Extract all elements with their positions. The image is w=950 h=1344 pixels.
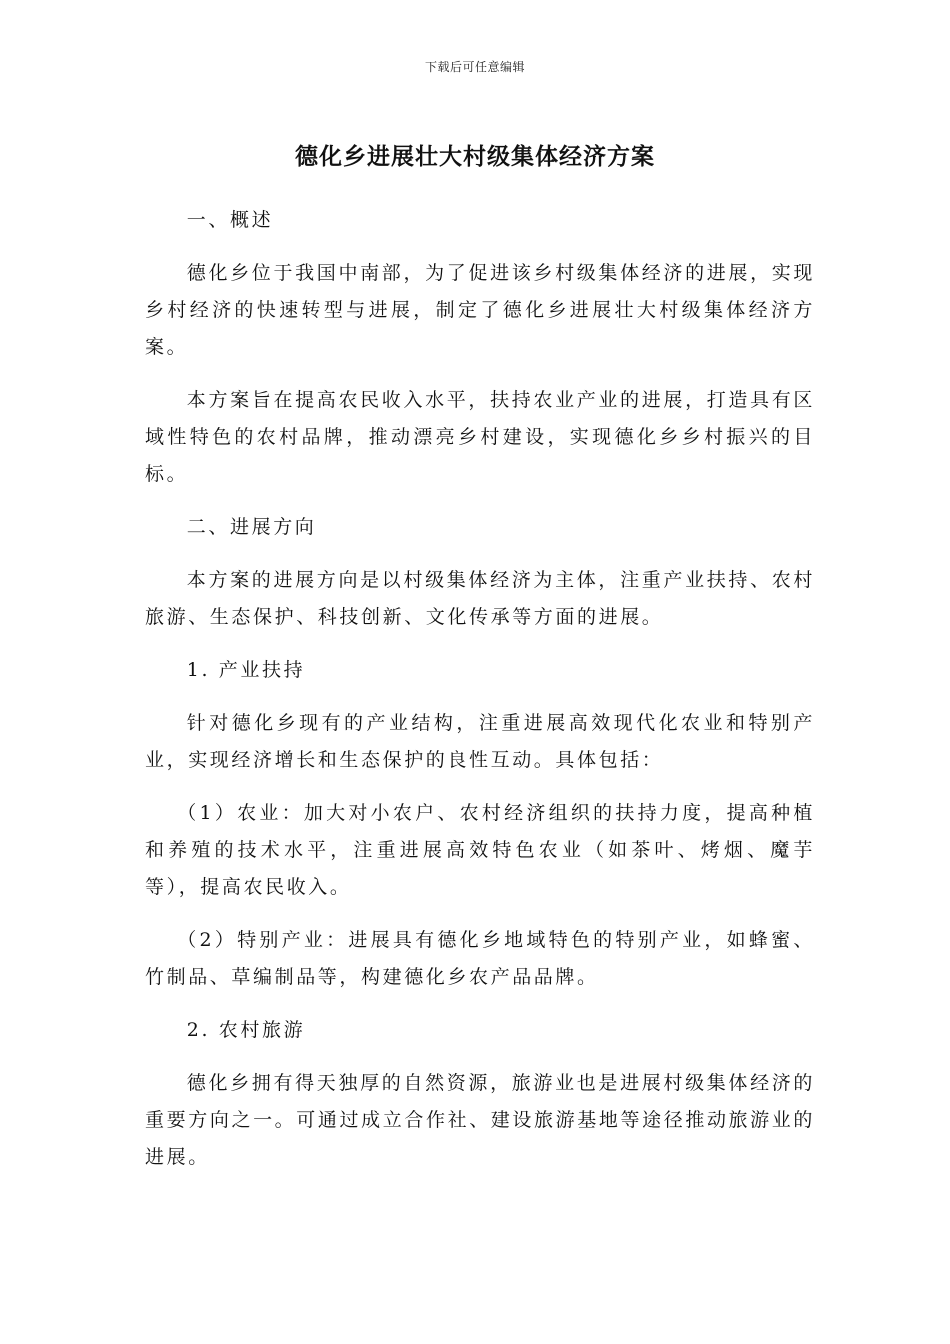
subsection-heading-industry: 1. 产业扶持 xyxy=(186,659,306,681)
list-item: （1）农业：加大对小农户、农村经济组织的扶持力度，提高种植和养殖的技术水平，注重进展高效特色农业（如茶叶、烤烟、魔芋等），提高农民收入。 xyxy=(145,802,815,898)
paragraph: 针对德化乡现有的产业结构，注重进展高效现代化农业和特别产业，实现经济增长和生态保护的良性互动。具体包括： xyxy=(145,712,815,771)
header-note: 下载后可任意编辑 xyxy=(424,60,525,74)
section-heading-overview: 一、概述 xyxy=(186,209,274,231)
paragraph: 德化乡拥有得天独厚的自然资源，旅游业也是进展村级集体经济的重要方向之一。可通过成立合作社、建设旅游基地等途径推动旅游业的进展。 xyxy=(145,1072,815,1168)
section-heading-direction: 二、进展方向 xyxy=(186,516,317,538)
paragraph: 德化乡位于我国中南部，为了促进该乡村级集体经济的进展，实现乡村经济的快速转型与进展，制定了德化乡进展壮大村级集体经济方案。 xyxy=(145,262,815,358)
subsection-heading-tourism: 2. 农村旅游 xyxy=(186,1019,306,1041)
list-item: （2）特别产业：进展具有德化乡地域特色的特别产业，如蜂蜜、竹制品、草编制品等，构建德化乡农产品品牌。 xyxy=(145,929,815,988)
paragraph: 本方案的进展方向是以村级集体经济为主体，注重产业扶持、农村旅游、生态保护、科技创新、文化传承等方面的进展。 xyxy=(145,569,815,628)
document-title: 德化乡进展壮大村级集体经济方案 xyxy=(295,144,655,170)
paragraph: 本方案旨在提高农民收入水平，扶持农业产业的进展，打造具有区域性特色的农村品牌，推动漂亮乡村建设，实现德化乡乡村振兴的目标。 xyxy=(145,389,815,485)
document-body xyxy=(145,202,815,1192)
